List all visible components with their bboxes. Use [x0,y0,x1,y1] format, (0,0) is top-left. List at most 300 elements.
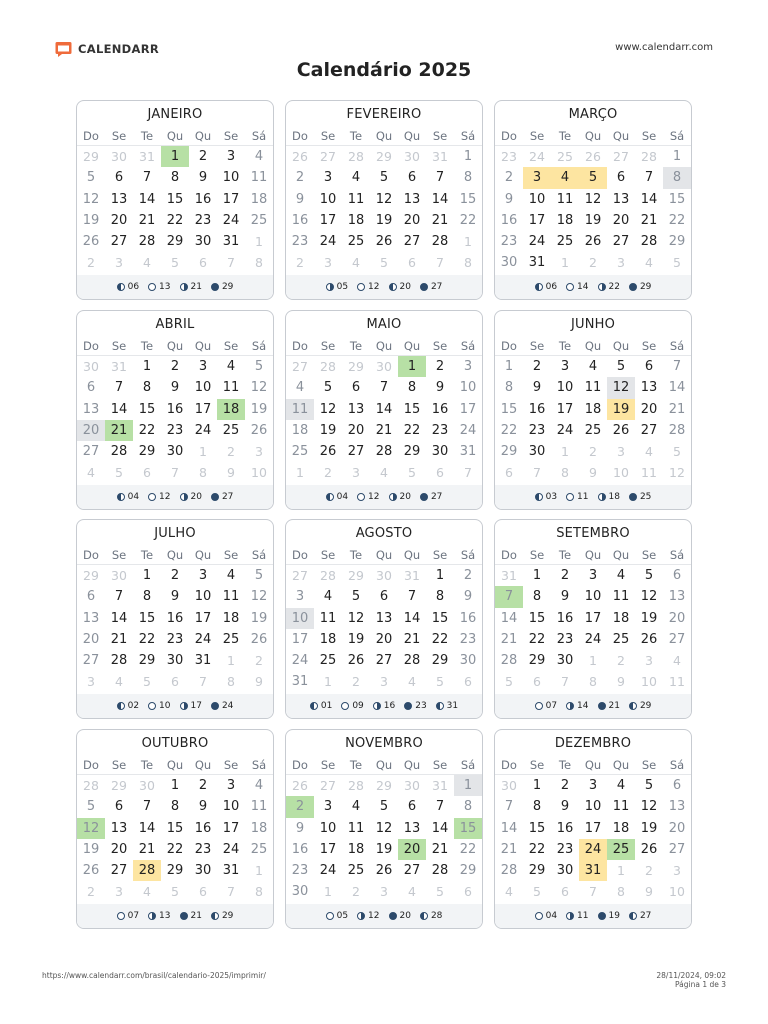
day-cell[interactable]: 21 [375,422,393,438]
day-cell[interactable]: 31 [222,234,240,250]
day-cell[interactable]: 28 [133,860,161,881]
day-cell[interactable]: 24 [584,631,602,647]
day-cell[interactable]: 26 [375,234,393,250]
day-cell-other-month[interactable]: 10 [669,884,685,900]
day-cell[interactable]: 20 [668,820,686,836]
day-cell[interactable]: 17 [291,631,309,647]
day-cell[interactable]: 3 [323,170,333,186]
day-cell-other-month[interactable]: 2 [227,444,235,460]
day-cell-other-month[interactable]: 2 [589,255,597,271]
day-cell[interactable]: 20 [640,401,658,417]
day-cell[interactable]: 30 [166,653,184,669]
day-cell[interactable]: 20 [398,839,426,860]
day-cell[interactable]: 23 [528,422,546,438]
day-cell[interactable]: 7 [114,589,124,605]
day-cell[interactable]: 27 [612,234,630,250]
day-cell-other-month[interactable]: 2 [645,863,653,879]
day-cell[interactable]: 20 [668,610,686,626]
day-cell-other-month[interactable]: 30 [139,778,155,793]
day-cell[interactable]: 30 [194,863,212,879]
day-cell-other-month[interactable]: 7 [171,465,179,481]
footer-url[interactable]: https://www.calendarr.com/brasil/calendario-2025/imprimir/ [42,971,266,980]
day-cell[interactable]: 16 [500,212,518,228]
day-cell-other-month[interactable]: 1 [199,444,207,460]
day-cell-other-month[interactable]: 9 [645,884,653,900]
day-cell[interactable]: 8 [663,167,691,188]
day-cell[interactable]: 1 [142,359,152,374]
day-cell-other-month[interactable]: 28 [320,568,336,583]
day-cell[interactable]: 1 [398,356,426,377]
day-cell[interactable]: 17 [528,212,546,228]
day-cell[interactable]: 9 [295,820,305,836]
day-cell[interactable]: 11 [250,799,268,815]
day-cell[interactable]: 6 [616,170,626,186]
day-cell[interactable]: 31 [528,255,546,271]
day-cell[interactable]: 22 [668,212,686,228]
day-cell[interactable]: 30 [431,444,449,460]
day-cell[interactable]: 26 [82,234,100,250]
day-cell[interactable]: 16 [431,401,449,417]
day-cell[interactable]: 23 [166,631,184,647]
day-cell[interactable]: 6 [407,799,417,815]
day-cell-other-month[interactable]: 29 [111,778,127,793]
day-cell[interactable]: 30 [556,653,574,669]
day-cell[interactable]: 15 [166,820,184,836]
day-cell[interactable]: 6 [86,589,96,605]
day-cell[interactable]: 26 [584,234,602,250]
day-cell-other-month[interactable]: 7 [589,884,597,900]
day-cell[interactable]: 27 [403,863,421,879]
day-cell[interactable]: 18 [347,841,365,857]
day-cell[interactable]: 1 [463,149,473,164]
day-cell[interactable]: 16 [291,841,309,857]
day-cell[interactable]: 7 [407,589,417,605]
day-cell[interactable]: 12 [319,401,337,417]
day-cell[interactable]: 12 [250,589,268,605]
day-cell-other-month[interactable]: 6 [408,255,416,271]
day-cell-other-month[interactable]: 4 [505,884,513,900]
day-cell-other-month[interactable]: 6 [436,465,444,481]
day-cell[interactable]: 7 [644,170,654,186]
day-cell-other-month[interactable]: 9 [227,465,235,481]
day-cell[interactable]: 29 [528,653,546,669]
day-cell[interactable]: 26 [250,422,268,438]
day-cell[interactable]: 14 [403,610,421,626]
day-cell[interactable]: 9 [560,799,570,815]
day-cell-other-month[interactable]: 7 [227,255,235,271]
day-cell-other-month[interactable]: 29 [376,778,392,793]
day-cell[interactable]: 10 [556,380,574,396]
day-cell-other-month[interactable]: 9 [255,674,263,690]
day-cell[interactable]: 30 [500,255,518,271]
day-cell-other-month[interactable]: 2 [324,465,332,481]
day-cell[interactable]: 16 [194,820,212,836]
day-cell[interactable]: 28 [403,653,421,669]
day-cell[interactable]: 20 [347,422,365,438]
day-cell[interactable]: 9 [463,589,473,605]
day-cell-other-month[interactable]: 5 [380,255,388,271]
day-cell[interactable]: 15 [403,401,421,417]
day-cell[interactable]: 25 [607,839,635,860]
day-cell[interactable]: 14 [110,610,128,626]
day-cell[interactable]: 22 [500,422,518,438]
day-cell[interactable]: 16 [459,610,477,626]
day-cell[interactable]: 3 [588,568,598,583]
day-cell[interactable]: 13 [110,820,128,836]
day-cell[interactable]: 13 [640,380,658,396]
day-cell-other-month[interactable]: 29 [83,149,99,164]
day-cell[interactable]: 23 [291,863,309,879]
day-cell[interactable]: 8 [463,799,473,815]
day-cell-other-month[interactable]: 6 [464,884,472,900]
day-cell[interactable]: 16 [556,610,574,626]
day-cell[interactable]: 1 [435,568,445,583]
brand-logo[interactable] [55,41,159,57]
day-cell[interactable]: 9 [435,380,445,396]
day-cell[interactable]: 4 [616,778,626,793]
day-cell-other-month[interactable]: 1 [227,653,235,669]
day-cell[interactable]: 28 [500,863,518,879]
day-cell[interactable]: 4 [254,149,264,164]
day-cell[interactable]: 24 [291,653,309,669]
day-cell[interactable]: 10 [319,820,337,836]
day-cell[interactable]: 21 [500,841,518,857]
day-cell[interactable]: 14 [431,820,449,836]
day-cell-other-month[interactable]: 9 [617,674,625,690]
day-cell[interactable]: 13 [612,191,630,207]
day-cell-other-month[interactable]: 30 [83,359,99,374]
day-cell-other-month[interactable]: 2 [296,255,304,271]
day-cell[interactable]: 21 [431,212,449,228]
day-cell[interactable]: 2 [198,778,208,793]
day-cell[interactable]: 1 [142,568,152,583]
day-cell-other-month[interactable]: 23 [501,149,517,164]
day-cell-other-month[interactable]: 31 [432,778,448,793]
day-cell[interactable]: 5 [254,568,264,583]
day-cell[interactable]: 8 [170,170,180,186]
day-cell[interactable]: 9 [170,380,180,396]
day-cell-other-month[interactable]: 3 [380,884,388,900]
day-cell[interactable]: 29 [166,234,184,250]
day-cell-other-month[interactable]: 27 [320,149,336,164]
day-cell-other-month[interactable]: 29 [83,568,99,583]
day-cell[interactable]: 27 [668,631,686,647]
day-cell-other-month[interactable]: 4 [352,255,360,271]
day-cell[interactable]: 25 [584,422,602,438]
day-cell-other-month[interactable]: 9 [589,465,597,481]
day-cell[interactable]: 22 [459,841,477,857]
day-cell[interactable]: 29 [431,653,449,669]
day-cell[interactable]: 9 [198,799,208,815]
day-cell[interactable]: 15 [138,401,156,417]
day-cell[interactable]: 23 [194,841,212,857]
day-cell-other-month[interactable]: 8 [199,465,207,481]
day-cell[interactable]: 27 [82,444,100,460]
day-cell-other-month[interactable]: 8 [561,465,569,481]
day-cell[interactable]: 22 [403,422,421,438]
day-cell[interactable]: 11 [584,380,602,396]
day-cell[interactable]: 21 [138,841,156,857]
day-cell[interactable]: 12 [77,818,105,839]
day-cell[interactable]: 14 [138,191,156,207]
day-cell[interactable]: 2 [435,359,445,374]
day-cell[interactable]: 28 [431,234,449,250]
day-cell[interactable]: 19 [250,401,268,417]
day-cell-other-month[interactable]: 30 [501,778,517,793]
day-cell[interactable]: 6 [672,778,682,793]
day-cell-other-month[interactable]: 3 [673,863,681,879]
day-cell-other-month[interactable]: 6 [561,884,569,900]
day-cell[interactable]: 3 [523,167,551,188]
day-cell[interactable]: 8 [532,799,542,815]
day-cell[interactable]: 3 [226,149,236,164]
day-cell[interactable]: 5 [379,799,389,815]
day-cell-other-month[interactable]: 3 [255,444,263,460]
day-cell[interactable]: 8 [504,380,514,396]
day-cell[interactable]: 18 [612,610,630,626]
day-cell[interactable]: 3 [588,778,598,793]
day-cell[interactable]: 23 [556,631,574,647]
day-cell[interactable]: 11 [347,191,365,207]
day-cell[interactable]: 4 [351,799,361,815]
day-cell-other-month[interactable]: 27 [613,149,629,164]
day-cell[interactable]: 6 [114,170,124,186]
day-cell[interactable]: 31 [222,863,240,879]
day-cell[interactable]: 25 [347,234,365,250]
day-cell[interactable]: 11 [556,191,574,207]
day-cell[interactable]: 16 [528,401,546,417]
day-cell-other-month[interactable]: 4 [143,255,151,271]
day-cell[interactable]: 6 [114,799,124,815]
day-cell-other-month[interactable]: 6 [143,465,151,481]
day-cell[interactable]: 4 [588,359,598,374]
day-cell[interactable]: 28 [138,234,156,250]
day-cell[interactable]: 11 [250,170,268,186]
day-cell-other-month[interactable]: 6 [199,255,207,271]
day-cell[interactable]: 2 [560,778,570,793]
day-cell-other-month[interactable]: 25 [557,149,573,164]
day-cell[interactable]: 25 [291,444,309,460]
day-cell-other-month[interactable]: 4 [143,884,151,900]
day-cell-other-month[interactable]: 10 [641,674,657,690]
day-cell[interactable]: 11 [222,380,240,396]
day-cell[interactable]: 5 [644,568,654,583]
day-cell[interactable]: 29 [138,653,156,669]
day-cell-other-month[interactable]: 27 [320,778,336,793]
day-cell[interactable]: 12 [347,610,365,626]
day-cell[interactable]: 8 [407,380,417,396]
day-cell[interactable]: 1 [161,146,189,167]
day-cell-other-month[interactable]: 5 [143,674,151,690]
day-cell[interactable]: 13 [110,191,128,207]
day-cell-other-month[interactable]: 2 [87,255,95,271]
day-cell-other-month[interactable]: 4 [408,674,416,690]
day-cell[interactable]: 15 [528,610,546,626]
day-cell-other-month[interactable]: 31 [111,359,127,374]
day-cell[interactable]: 26 [319,444,337,460]
day-cell[interactable]: 24 [319,863,337,879]
day-cell[interactable]: 28 [640,234,658,250]
day-cell[interactable]: 26 [640,631,658,647]
day-cell[interactable]: 14 [668,380,686,396]
day-cell[interactable]: 26 [250,631,268,647]
day-cell[interactable]: 22 [138,422,156,438]
day-cell[interactable]: 5 [379,170,389,186]
day-cell[interactable]: 29 [403,444,421,460]
day-cell[interactable]: 25 [222,631,240,647]
day-cell-other-month[interactable]: 7 [561,674,569,690]
day-cell[interactable]: 14 [375,401,393,417]
day-cell[interactable]: 26 [612,422,630,438]
day-cell[interactable]: 13 [82,610,100,626]
day-cell[interactable]: 17 [222,820,240,836]
day-cell[interactable]: 29 [138,444,156,460]
day-cell[interactable]: 19 [640,820,658,836]
day-cell[interactable]: 10 [194,380,212,396]
day-cell[interactable]: 7 [114,380,124,396]
day-cell-other-month[interactable]: 4 [115,674,123,690]
day-cell[interactable]: 4 [254,778,264,793]
day-cell[interactable]: 10 [459,380,477,396]
day-cell[interactable]: 9 [170,589,180,605]
day-cell-other-month[interactable]: 6 [199,884,207,900]
day-cell[interactable]: 28 [431,863,449,879]
day-cell[interactable]: 10 [194,589,212,605]
day-cell[interactable]: 30 [194,234,212,250]
day-cell[interactable]: 10 [528,191,546,207]
day-cell-other-month[interactable]: 5 [533,884,541,900]
day-cell[interactable]: 26 [640,841,658,857]
day-cell[interactable]: 9 [198,170,208,186]
day-cell[interactable]: 11 [612,589,630,605]
day-cell[interactable]: 1 [532,778,542,793]
day-cell-other-month[interactable]: 30 [111,149,127,164]
day-cell[interactable]: 17 [584,820,602,836]
day-cell-other-month[interactable]: 2 [352,884,360,900]
day-cell[interactable]: 30 [291,884,309,900]
day-cell[interactable]: 29 [166,863,184,879]
day-cell-other-month[interactable]: 2 [87,884,95,900]
day-cell[interactable]: 22 [459,212,477,228]
day-cell-other-month[interactable]: 28 [641,149,657,164]
day-cell[interactable]: 19 [347,631,365,647]
day-cell[interactable]: 7 [435,799,445,815]
day-cell-other-month[interactable]: 4 [380,465,388,481]
day-cell-other-month[interactable]: 30 [404,778,420,793]
day-cell[interactable]: 14 [138,820,156,836]
day-cell[interactable]: 6 [672,568,682,583]
day-cell[interactable]: 17 [459,401,477,417]
day-cell[interactable]: 4 [351,170,361,186]
day-cell[interactable]: 13 [668,799,686,815]
day-cell[interactable]: 7 [379,380,389,396]
day-cell[interactable]: 24 [528,234,546,250]
day-cell[interactable]: 17 [319,841,337,857]
day-cell-other-month[interactable]: 5 [408,465,416,481]
day-cell[interactable]: 18 [250,820,268,836]
day-cell[interactable]: 19 [250,610,268,626]
day-cell[interactable]: 20 [110,841,128,857]
day-cell[interactable]: 22 [528,841,546,857]
day-cell[interactable]: 20 [375,631,393,647]
day-cell[interactable]: 21 [110,631,128,647]
day-cell[interactable]: 4 [226,568,236,583]
day-cell[interactable]: 13 [403,191,421,207]
day-cell[interactable]: 18 [250,191,268,207]
day-cell[interactable]: 23 [166,422,184,438]
day-cell[interactable]: 7 [495,586,523,607]
day-cell-other-month[interactable]: 3 [617,444,625,460]
day-cell-other-month[interactable]: 29 [376,149,392,164]
day-cell[interactable]: 17 [319,212,337,228]
day-cell[interactable]: 10 [222,170,240,186]
day-cell[interactable]: 19 [584,212,602,228]
day-cell[interactable]: 1 [170,778,180,793]
day-cell-other-month[interactable]: 3 [352,465,360,481]
day-cell[interactable]: 11 [319,610,337,626]
day-cell[interactable]: 31 [579,860,607,881]
day-cell-other-month[interactable]: 4 [673,653,681,669]
day-cell[interactable]: 3 [560,359,570,374]
day-cell-other-month[interactable]: 8 [589,674,597,690]
day-cell[interactable]: 17 [556,401,574,417]
day-cell[interactable]: 21 [640,212,658,228]
day-cell[interactable]: 11 [612,799,630,815]
day-cell[interactable]: 8 [142,589,152,605]
day-cell[interactable]: 8 [435,589,445,605]
day-cell[interactable]: 12 [375,191,393,207]
day-cell[interactable]: 14 [500,820,518,836]
day-cell[interactable]: 2 [532,359,542,374]
day-cell-other-month[interactable]: 7 [199,674,207,690]
day-cell[interactable]: 29 [500,444,518,460]
day-cell[interactable]: 6 [644,359,654,374]
day-cell-other-month[interactable]: 11 [641,465,657,481]
day-cell[interactable]: 7 [504,799,514,815]
day-cell[interactable]: 17 [222,191,240,207]
day-cell[interactable]: 29 [668,234,686,250]
day-cell-other-month[interactable]: 1 [324,674,332,690]
day-cell[interactable]: 20 [82,631,100,647]
day-cell[interactable]: 1 [454,775,482,796]
day-cell[interactable]: 27 [640,422,658,438]
day-cell[interactable]: 25 [250,212,268,228]
day-cell[interactable]: 12 [607,377,635,398]
day-cell-other-month[interactable]: 28 [348,149,364,164]
day-cell[interactable]: 2 [463,568,473,583]
day-cell-other-month[interactable]: 28 [320,359,336,374]
day-cell[interactable]: 23 [431,422,449,438]
day-cell[interactable]: 3 [226,778,236,793]
day-cell[interactable]: 10 [222,799,240,815]
day-cell[interactable]: 21 [431,841,449,857]
day-cell[interactable]: 15 [138,610,156,626]
day-cell[interactable]: 3 [323,799,333,815]
day-cell-other-month[interactable]: 24 [529,149,545,164]
day-cell[interactable]: 21 [105,420,133,441]
day-cell-other-month[interactable]: 7 [227,884,235,900]
day-cell[interactable]: 24 [459,422,477,438]
day-cell[interactable]: 27 [82,653,100,669]
day-cell-other-month[interactable]: 8 [255,884,263,900]
day-cell-other-month[interactable]: 1 [561,255,569,271]
day-cell[interactable]: 22 [528,631,546,647]
site-url[interactable]: www.calendarr.com [615,42,713,53]
day-cell[interactable]: 4 [616,568,626,583]
day-cell[interactable]: 21 [403,631,421,647]
day-cell[interactable]: 8 [170,799,180,815]
day-cell[interactable]: 20 [612,212,630,228]
